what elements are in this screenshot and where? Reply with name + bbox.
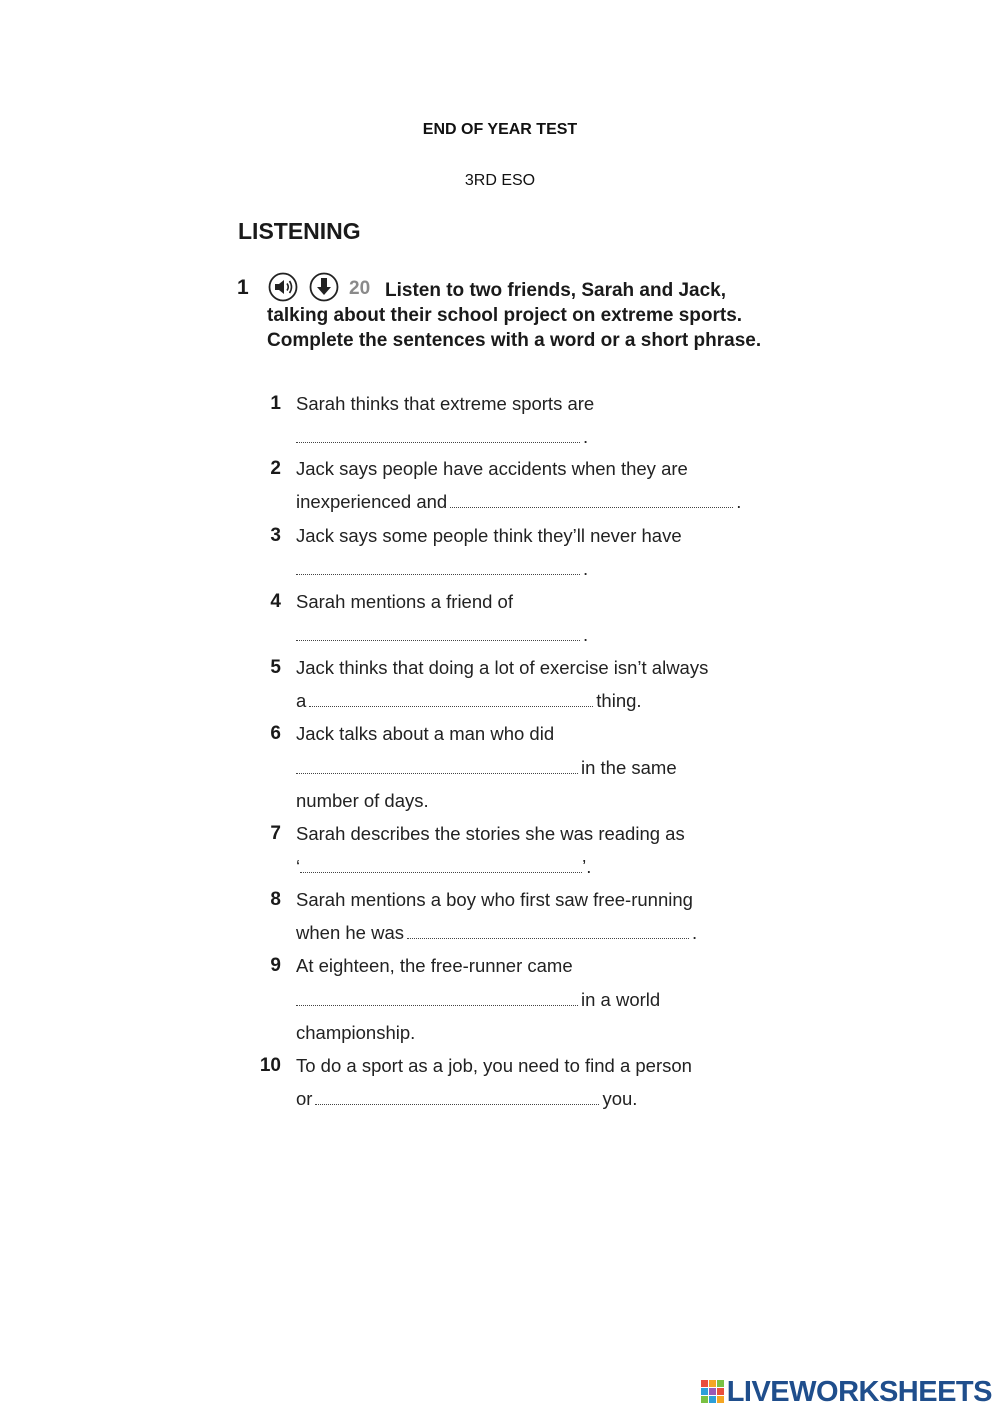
item-answer-line — [296, 690, 642, 712]
answer-blank[interactable] — [296, 759, 578, 774]
answer-blank[interactable] — [407, 924, 689, 939]
answer-blank[interactable] — [296, 991, 578, 1006]
item-continuation: championship. — [296, 1022, 416, 1043]
answer-blank[interactable] — [309, 692, 593, 707]
item-suffix: . — [736, 491, 742, 512]
item-prefix: a — [296, 690, 307, 711]
section-heading: LISTENING — [238, 218, 361, 244]
item-number: 10 — [259, 1055, 281, 1076]
item-suffix: ’. — [582, 856, 592, 877]
item-text: Jack thinks that doing a lot of exercise isn’t always — [296, 657, 709, 678]
answer-blank[interactable] — [296, 626, 580, 641]
item-answer-line — [296, 856, 591, 878]
item-answer-line — [296, 558, 588, 580]
item-answer-line — [296, 491, 741, 513]
item-number: 6 — [270, 723, 281, 744]
item-suffix: . — [583, 558, 589, 579]
item-prefix: inexperienced and — [296, 491, 448, 512]
answer-blank[interactable] — [300, 858, 582, 873]
item-text: Jack says some people think they’ll never have — [296, 525, 682, 546]
item-text: At eighteen, the free-runner came — [296, 955, 573, 976]
item-number: 8 — [270, 889, 281, 910]
item-text: Sarah thinks that extreme sports are — [296, 393, 595, 414]
item-prefix: or — [296, 1088, 313, 1109]
exercise-instructions: Listen to two friends, Sarah and Jack, talking about their school project on extreme sports. Complete the sentences with a word or a short phrase. — [267, 280, 762, 351]
answer-blank[interactable] — [450, 493, 733, 508]
track-number: 20 — [349, 278, 371, 299]
brand-name: LIVEWORKSHEETS — [726, 1375, 992, 1408]
item-number: 1 — [270, 393, 281, 414]
answer-blank[interactable] — [296, 428, 580, 443]
item-answer-line — [296, 426, 588, 448]
liveworksheets-logo[interactable] — [701, 1377, 992, 1407]
item-answer-line — [296, 1088, 637, 1110]
item-suffix: in the same — [581, 757, 677, 778]
item-answer-line — [296, 989, 660, 1011]
item-text: Sarah describes the stories she was reading as — [296, 823, 685, 844]
item-suffix: in a world — [581, 989, 661, 1010]
item-answer-line — [296, 757, 677, 779]
item-answer-line — [296, 624, 588, 646]
item-text: Jack says people have accidents when they are — [296, 458, 688, 479]
item-text: Sarah mentions a friend of — [296, 591, 513, 612]
item-suffix: you. — [602, 1088, 638, 1109]
answer-blank[interactable] — [296, 560, 580, 575]
item-continuation: number of days. — [296, 790, 429, 811]
item-number: 4 — [270, 591, 281, 612]
page-title: END OF YEAR TEST — [422, 121, 578, 138]
page-subtitle: 3RD ESO — [464, 172, 536, 189]
item-number: 3 — [270, 525, 281, 546]
item-number: 9 — [270, 955, 281, 976]
item-suffix: . — [691, 922, 698, 943]
item-suffix: . — [583, 624, 589, 645]
item-text: Jack talks about a man who did — [296, 723, 555, 744]
exercise-number: 1 — [237, 276, 249, 299]
item-answer-line — [296, 922, 697, 944]
item-prefix: ‘ — [296, 856, 301, 877]
item-number: 2 — [270, 458, 281, 479]
item-prefix: when he was — [296, 922, 404, 943]
item-text: To do a sport as a job, you need to find a person — [296, 1055, 692, 1076]
item-suffix: . — [583, 426, 589, 447]
item-suffix: thing. — [596, 690, 642, 711]
item-text: Sarah mentions a boy who first saw free-running — [296, 889, 693, 910]
liveworksheets-logo-icon — [701, 1380, 725, 1404]
answer-blank[interactable] — [315, 1090, 599, 1105]
item-number: 5 — [270, 657, 281, 678]
item-number: 7 — [270, 823, 281, 844]
